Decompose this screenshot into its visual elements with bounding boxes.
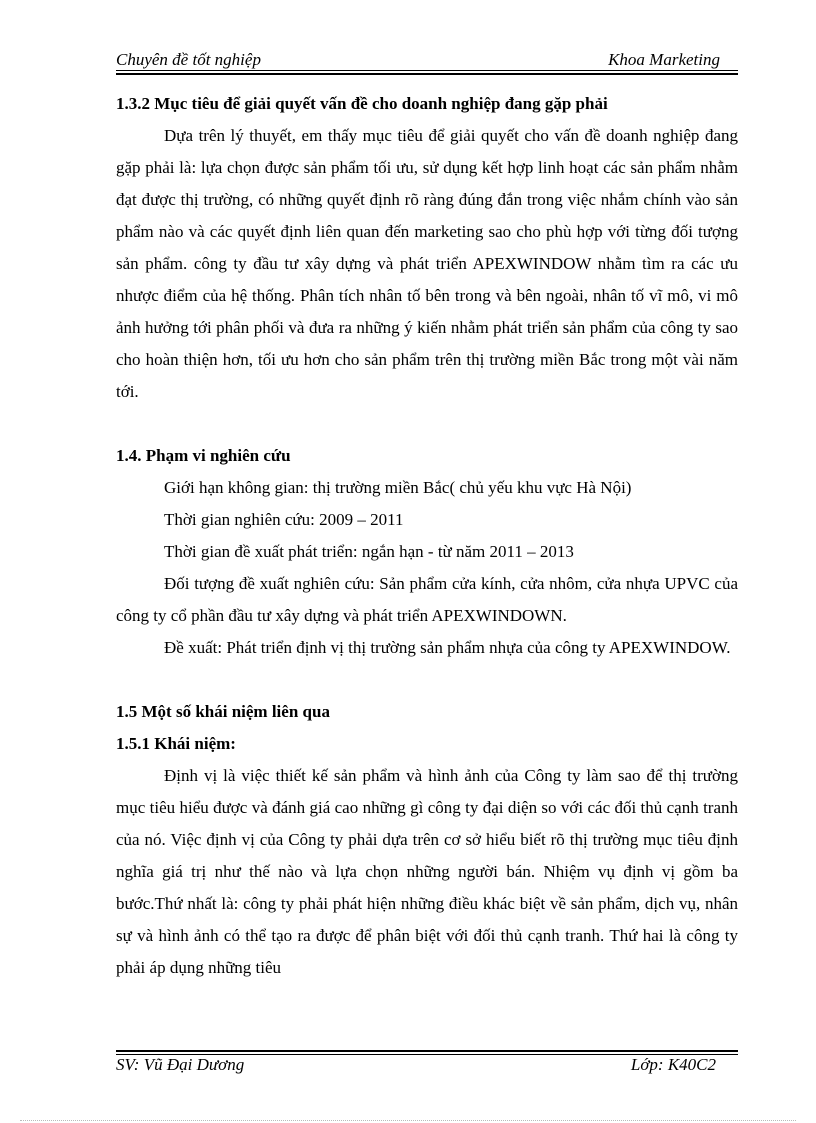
scope-item-proposal-time: Thời gian đề xuất phát triển: ngắn hạn - từ năm 2011 – 2013: [164, 542, 574, 561]
page-footer: [116, 1055, 738, 1077]
page-content: [116, 88, 738, 984]
spacer: [116, 664, 738, 696]
scope-item-space: Giới hạn không gian: thị trường miền Bắc( chủ yếu khu vực Hà Nội): [164, 478, 632, 497]
footer-student: SV: Vũ Đại Dương: [116, 1055, 245, 1074]
section-1-5-1-heading: 1.5.1 Khái niệm:: [116, 734, 236, 753]
scope-item-proposal: Đề xuất: Phát triển định vị thị trường sản phẩm nhựa của công ty APEXWINDOW.: [164, 638, 731, 657]
page-header: [116, 48, 738, 72]
header-rule-thick: [116, 73, 738, 75]
section-1-3-2-paragraph: Dựa trên lý thuyết, em thấy mục tiêu để giải quyết cho vấn đề doanh nghiệp đang gặp phải là: lựa chọn được sản phẩm tối ưu, sử dụng kết hợp linh hoạt các sản phẩm nhằm đạt được thị trường, có những quyết định rõ ràng đúng đắn trong việc nhắm chính vào sản phẩm nào và các quyết định liên quan đến marketing sao cho phù hợp với từng đối tượng sản phẩm. công ty đầu tư xây dựng và phát triển APEXWINDOW nhằm tìm ra các ưu nhược điểm của hệ thống. Phân tích nhân tố bên trong và bên ngoài, nhân tố vĩ mô, vi mô ảnh hưởng tới phân phối và đưa ra những ý kiến nhằm phát triển sản phẩm của công ty sao cho hoàn thiện hơn, tối ưu hơn cho sản phẩm trên thị trường miền Bắc trong một vài năm tới.: [116, 126, 738, 401]
footer-class: Lớp: K40C2: [630, 1055, 716, 1074]
header-rule: [116, 70, 738, 71]
section-1-4-heading: 1.4. Phạm vi nghiên cứu: [116, 446, 291, 465]
page-edge-dotted-line: [20, 1120, 796, 1121]
section-1-5-heading: 1.5 Một số khái niệm liên qua: [116, 702, 330, 721]
header-faculty: Khoa Marketing: [608, 50, 720, 69]
section-1-3-2-heading: 1.3.2 Mục tiêu để giải quyết vấn đề cho doanh nghiệp đang gặp phải: [116, 94, 608, 113]
footer-rule-thick: [116, 1050, 738, 1052]
header-doc-type: Chuyên đề tốt nghiệp: [116, 50, 261, 69]
spacer: [116, 408, 738, 440]
scope-item-time: Thời gian nghiên cứu: 2009 – 2011: [164, 510, 404, 529]
section-1-5-1-paragraph: Định vị là việc thiết kế sản phẩm và hình ảnh của Công ty làm sao để thị trường mục tiêu hiểu được và đánh giá cao những gì công ty đại diện so với các đối thủ cạnh tranh của nó. Việc định vị của Công ty phải dựa trên cơ sở hiểu biết rõ thị trường mục tiêu định nghĩa giá trị như thế nào và lựa chọn những người bán. Nhiệm vụ định vị gồm ba bước.Thứ nhất là: công ty phải phát hiện những điều khác biệt về sản phẩm, dịch vụ, nhân sự và hình ảnh có thể tạo ra được để phân biệt với đối thủ cạnh tranh. Thứ hai là công ty phải áp dụng những tiêu: [116, 766, 738, 977]
scope-item-subject: Đối tượng đề xuất nghiên cứu: Sản phẩm cửa kính, cửa nhôm, cửa nhựa UPVC của công ty cổ phần đầu tư xây dựng và phát triển APEXWINDOWN.: [116, 574, 738, 625]
